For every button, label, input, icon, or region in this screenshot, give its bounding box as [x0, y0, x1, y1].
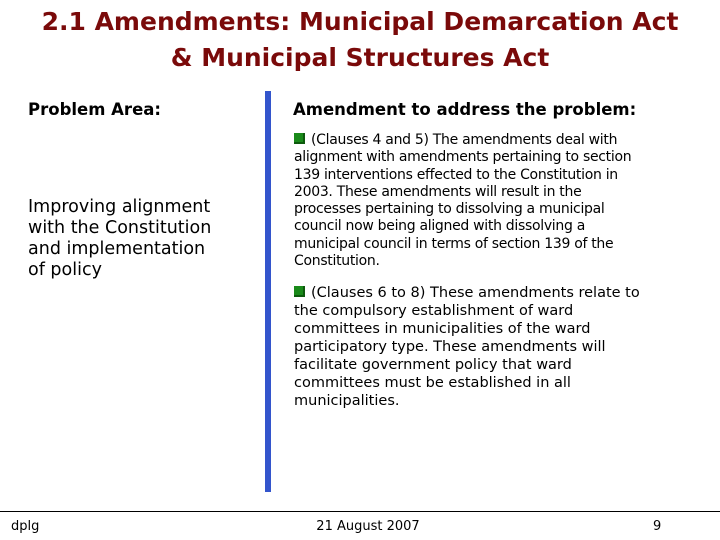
slide-title-line-1: 2.1 Amendments: Municipal Demarcation Act: [41, 7, 679, 36]
slide-title-line-2: & Municipal Structures Act: [170, 43, 550, 72]
paragraph-line: municipal council in terms of section 139 of the: [294, 235, 614, 252]
problem-area-heading: Problem Area:: [28, 100, 161, 119]
paragraph-line: [294, 132, 714, 149]
footer-divider: [0, 511, 720, 512]
paragraph-line: Constitution.: [294, 253, 380, 270]
paragraph-line: 139 interventions effected to the Constitution in: [294, 166, 618, 183]
problem-area-line: with the Constitution: [28, 218, 212, 238]
footer-date: 21 August 2007: [316, 519, 420, 534]
paragraph-line: municipalities.: [294, 393, 400, 409]
paragraph-line: processes pertaining to dissolving a municipal: [294, 201, 605, 218]
paragraph-line: alignment with amendments pertaining to section: [294, 149, 632, 166]
paragraph-line: the compulsory establishment of ward: [294, 303, 574, 319]
page-number: 9: [653, 519, 662, 534]
problem-area-line: Improving alignment: [28, 197, 211, 217]
paragraph-line: 2003. These amendments will result in the: [294, 183, 582, 200]
slide-title: [0, 4, 720, 76]
problem-area-line: of policy: [28, 260, 102, 280]
paragraph-line-text: (Clauses 6 to 8) These amendments relate to: [311, 285, 640, 301]
paragraph-line: council now being aligned with dissolving a: [294, 218, 585, 235]
paragraph-line: committees must be established in all: [294, 375, 571, 391]
amendment-paragraph-2: [294, 284, 714, 410]
paragraph-line: facilitate government policy that ward: [294, 357, 572, 373]
amendment-paragraph-1: [294, 132, 714, 270]
problem-area-line: and implementation: [28, 239, 206, 259]
q-bullet-icon: [294, 286, 305, 297]
paragraph-line-text: (Clauses 4 and 5) The amendments deal with: [311, 132, 618, 148]
paragraph-line: participatory type. These amendments will: [294, 339, 606, 355]
amendment-heading: Amendment to address the problem:: [293, 100, 637, 119]
paragraph-line: committees in municipalities of the ward: [294, 321, 591, 337]
problem-area-text: [28, 197, 248, 281]
vertical-divider: [265, 91, 271, 492]
q-bullet-icon: [294, 133, 305, 144]
footer-organization: dplg: [11, 519, 40, 534]
paragraph-line: [294, 284, 714, 302]
